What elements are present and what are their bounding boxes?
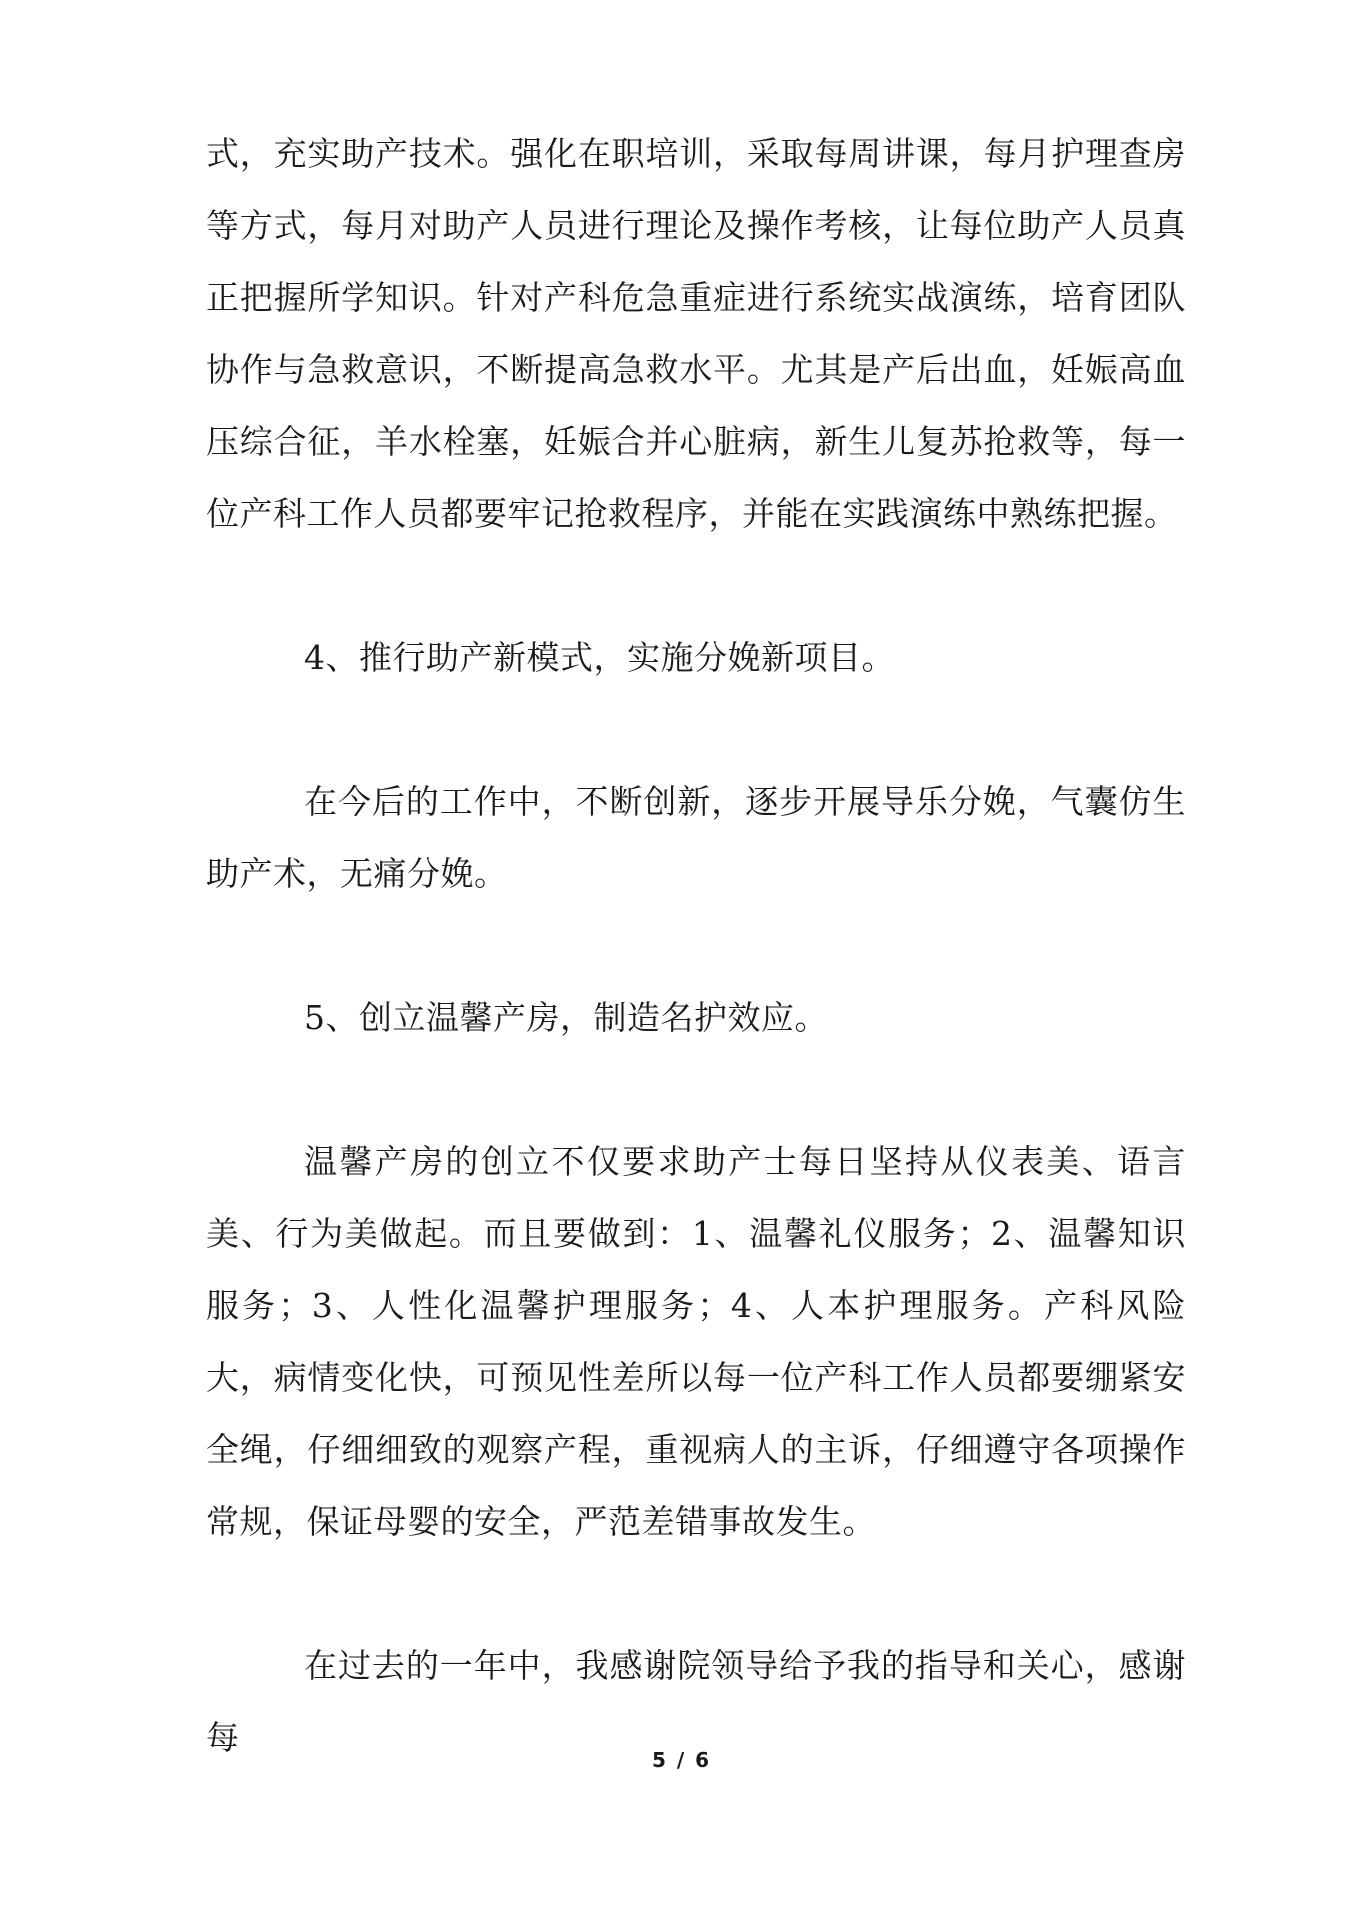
document-body [206,118,1186,1774]
heading-item-5-warm-delivery-room: 5、创立温馨产房，制造名护效应。 [304,998,828,1037]
paragraph-warm-delivery-room-details: 温馨产房的创立不仅要求助产士每日坚持从仪表美、语言美、行为美做起。而且要做到：1、温馨礼仪服务；2、温馨知识服务；3、人性化温馨护理服务；4、人本护理服务。产科风险大，病情变化快，可预见性差所以每一位产科工作人员都要绷紧安全绳，仔细细致的观察产程，重视病人的主诉，仔细遵守各项操作常规，保证母婴的安全，严范差错事故发生。 [206,1142,1186,1541]
paragraph-future-innovation: 在今后的工作中，不断创新，逐步开展导乐分娩，气囊仿生助产术，无痛分娩。 [206,782,1186,893]
paragraph-continuation-training: 式，充实助产技术。强化在职培训，采取每周讲课，每月护理查房等方式，每月对助产人员进行理论及操作考核，让每位助产人员真正把握所学知识。针对产科危急重症进行系统实战演练，培育团队协作与急救意识，不断提高急救水平。尤其是产后出血，妊娠高血压综合征，羊水栓塞，妊娠合并心脏病，新生儿复苏抢救等，每一位产科工作人员都要牢记抢救程序，并能在实践演练中熟练把握。 [206,134,1186,533]
paragraph-gratitude: 在过去的一年中，我感谢院领导给予我的指导和关心，感谢每 [206,1646,1186,1757]
page-number: 5 / 6 [651,1748,712,1772]
heading-item-4-new-midwifery-mode: 4、推行助产新模式，实施分娩新项目。 [304,638,895,677]
